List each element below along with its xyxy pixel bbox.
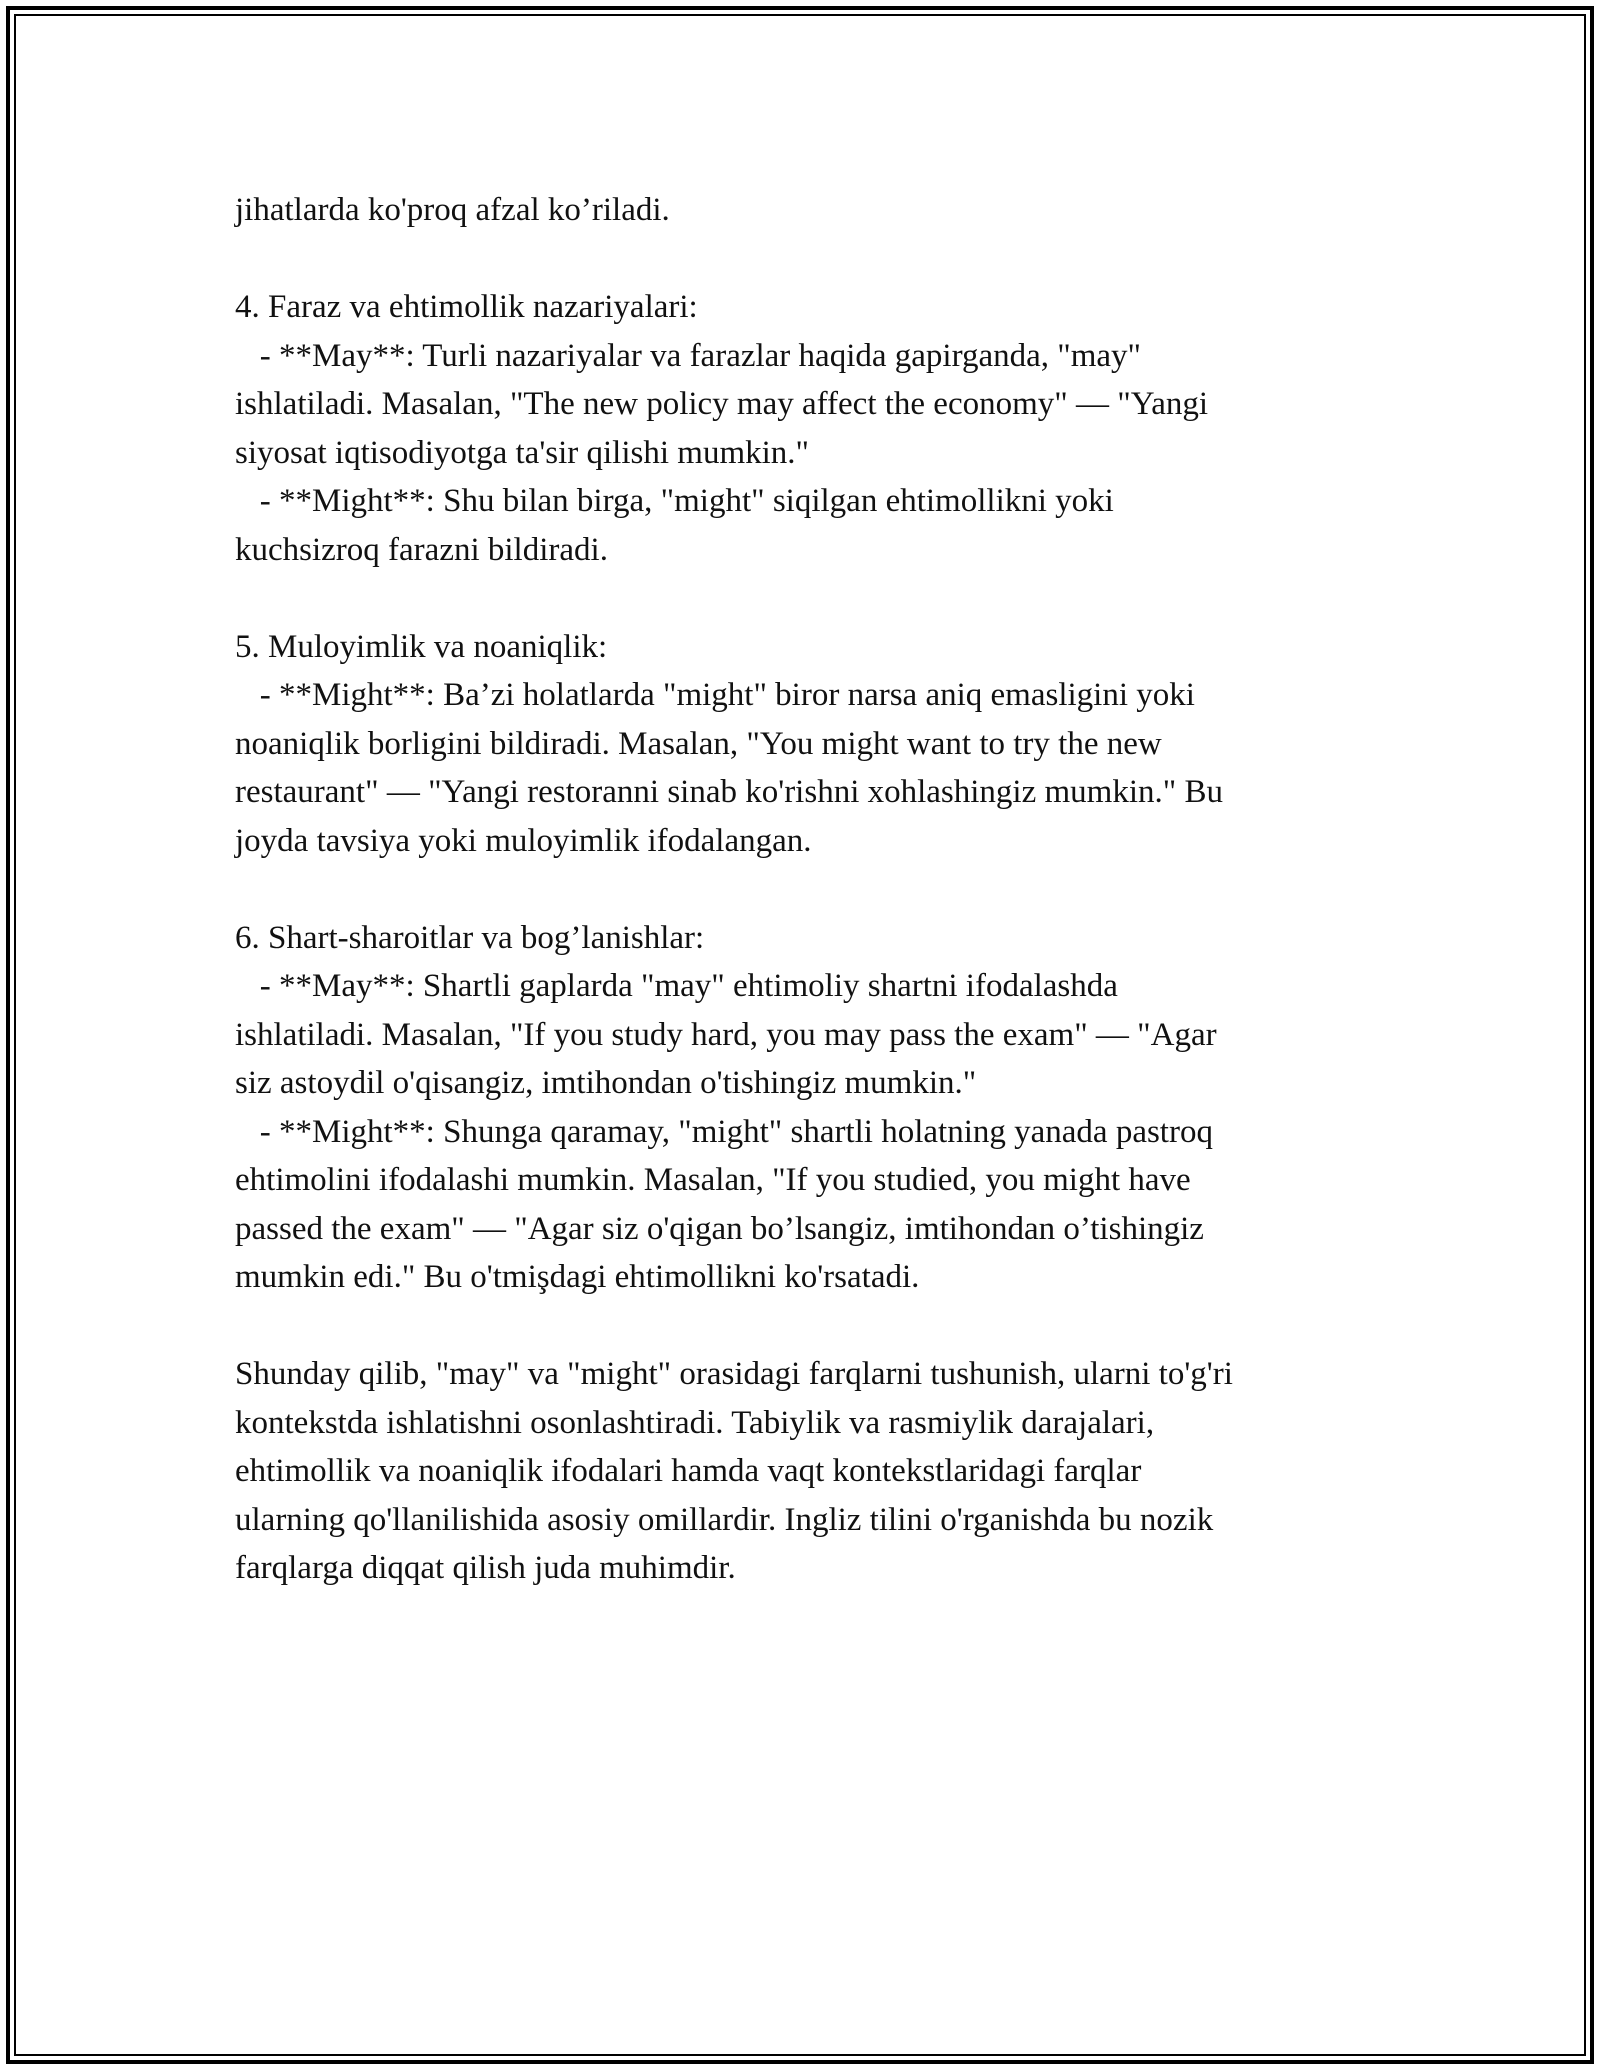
- text-line: passed the exam" — "Agar siz o'qigan bo’lsangiz, imtihondan o’tishingiz: [235, 1210, 1204, 1247]
- section-6-conditions: [235, 914, 1385, 1302]
- text-line: - **Might**: Shu bilan birga, "might" siqilgan ehtimollikni yoki: [235, 483, 1114, 519]
- conclusion-paragraph: [235, 1350, 1385, 1593]
- text-line: jihatlarda ko'proq afzal ko’riladi.: [235, 192, 670, 228]
- text-line: ehtimolini ifodalashi mumkin. Masalan, "If you studied, you might have: [235, 1162, 1191, 1198]
- text-line: ularning qo'llanilishida asosiy omillardir. Ingliz tilini o'rganishda bu nozik: [235, 1501, 1214, 1538]
- paragraph-spacer: [235, 865, 1385, 914]
- text-line: kontekstda ishlatishni osonlashtiradi. Tabiylik va rasmiylik darajalari,: [235, 1404, 1155, 1441]
- text-line: - **May**: Shartli gaplarda "may" ehtimoliy shartni ifodalashda: [235, 968, 1118, 1004]
- paragraph-spacer: [235, 574, 1385, 623]
- document-body: [235, 186, 1385, 1593]
- section-5-politeness: [235, 623, 1385, 866]
- section-4-theories: [235, 283, 1385, 574]
- section-heading: 4. Faraz va ehtimollik nazariyalari:: [235, 289, 698, 325]
- section-heading: 6. Shart-sharoitlar va bog’lanishlar:: [235, 919, 705, 956]
- text-line: - **Might**: Shunga qaramay, "might" shartli holatning yanada pastroq: [235, 1113, 1213, 1150]
- text-line: ishlatiladi. Masalan, "The new policy may affect the economy" — "Yangi: [235, 386, 1209, 422]
- text-line: farqlarga diqqat qilish juda muhimdir.: [235, 1550, 736, 1586]
- text-line: joyda tavsiya yoki muloyimlik ifodalangan.: [235, 822, 812, 859]
- text-line: - **Might**: Ba’zi holatlarda "might" biror narsa aniq emasligini yoki: [235, 677, 1195, 713]
- section-heading: 5. Muloyimlik va noaniqlik:: [235, 628, 608, 665]
- paragraph-intro-continuation: [235, 186, 1385, 235]
- paragraph-spacer: [235, 1302, 1385, 1351]
- text-line: mumkin edi." Bu o'tmişdagi ehtimollikni ko'rsatadi.: [235, 1259, 920, 1295]
- text-line: siyosat iqtisodiyotga ta'sir qilishi mumkin.": [235, 434, 810, 471]
- paragraph-spacer: [235, 235, 1385, 284]
- text-line: ehtimollik va noaniqlik ifodalari hamda vaqt kontekstlaridagi farqlar: [235, 1453, 1142, 1489]
- text-line: siz astoydil o'qisangiz, imtihondan o'tishingiz mumkin.": [235, 1065, 977, 1101]
- text-line: Shunday qilib, "may" va "might" orasidagi farqlarni tushunish, ularni to'g'ri: [235, 1356, 1233, 1392]
- text-line: restaurant" — "Yangi restoranni sinab ko'rishni xohlashingiz mumkin." Bu: [235, 774, 1223, 810]
- text-line: - **May**: Turli nazariyalar va farazlar haqida gapirganda, "may": [235, 337, 1142, 374]
- text-line: kuchsizroq farazni bildiradi.: [235, 531, 608, 568]
- text-line: noaniqlik borligini bildiradi. Masalan, "You might want to try the new: [235, 725, 1162, 762]
- text-line: ishlatiladi. Masalan, "If you study hard, you may pass the exam" — "Agar: [235, 1016, 1217, 1053]
